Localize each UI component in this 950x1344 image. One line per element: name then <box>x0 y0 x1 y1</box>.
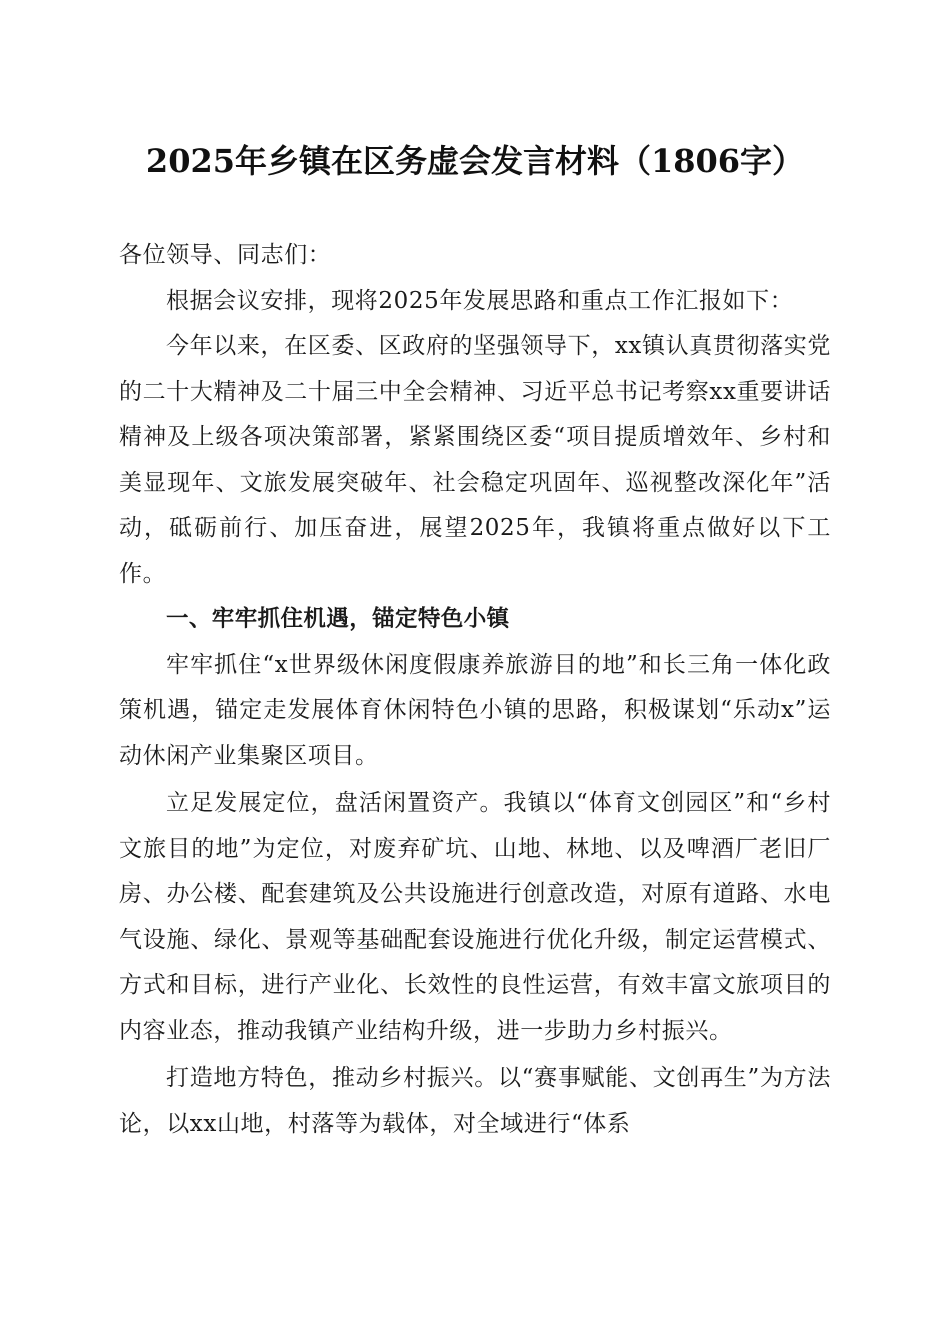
paragraph-overview: 今年以来，在区委、区政府的坚强领导下，xx镇认真贯彻落实党的二十大精神及二十届三中全会精神、习近平总书记考察xx重要讲话精神及上级各项决策部署，紧紧围绕区委“项目提质增效年、乡村和美显现年、文旅发展突破年、社会稳定巩固年、巡视整改深化年”活动，砥砺前行、加压奋进，展望2025年，我镇将重点做好以下工作。 <box>119 333 831 587</box>
paragraph: 打造地方特色，推动乡村振兴。以“赛事赋能、文创再生”为方法论，以xx山地，村落等为载体，对全域进行“体系 <box>119 1065 831 1137</box>
paragraph-intro: 根据会议安排，现将2025年发展思路和重点工作汇报如下： <box>166 287 794 314</box>
paragraph: 牢牢抓住“x世界级休闲度假康养旅游目的地”和长三角一体化政策机遇，锚定走发展体育休闲特色小镇的思路，积极谋划“乐动x”运动休闲产业集聚区项目。 <box>119 651 831 769</box>
paragraph: 立足发展定位，盘活闲置资产。我镇以“体育文创园区”和“乡村文旅目的地”为定位，对废弃矿坑、山地、林地、以及啤酒厂老旧厂房、办公楼、配套建筑及公共设施进行创意改造，对原有道路、水电气设施、绿化、景观等基础配套设施进行优化升级，制定运营模式、方式和目标，进行产业化、长效性的良性运营，有效丰富文旅项目的内容业态，推动我镇产业结构升级，进一步助力乡村振兴。 <box>119 790 831 1044</box>
document-body <box>119 233 831 1147</box>
document-title: 2025年乡镇在区务虚会发言材料（1806字） <box>145 142 805 180</box>
salutation: 各位领导、同志们： <box>119 242 332 268</box>
section-heading: 一、牢牢抓住机遇，锚定特色小镇 <box>166 606 510 632</box>
